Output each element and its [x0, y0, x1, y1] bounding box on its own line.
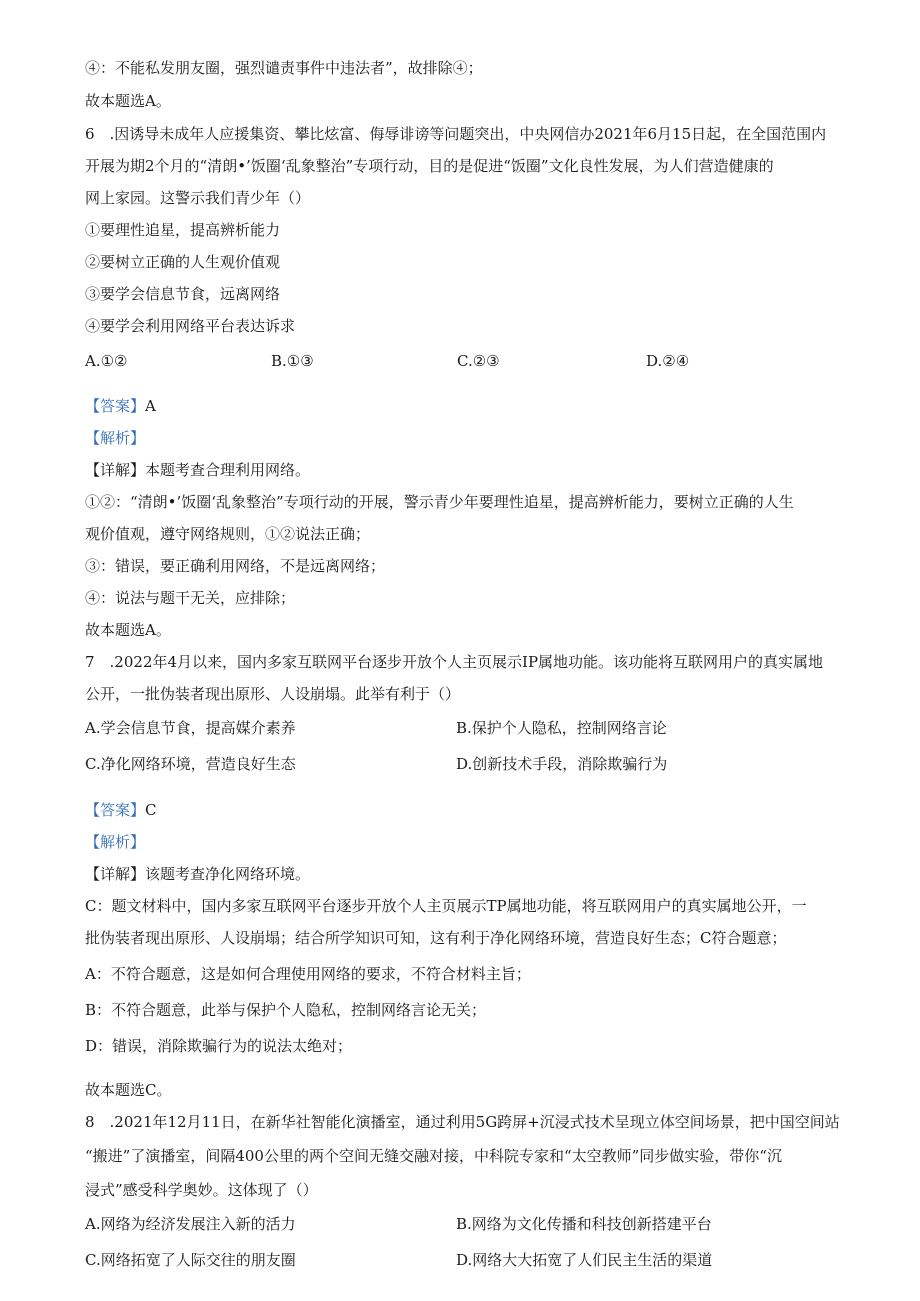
text-line: ④：说法与题干无关，应排除； [85, 589, 296, 607]
question-8-stem: 8 .2021年12月11日，在新华社智能化演播室，通过利用5G跨屏+沉浸式技术呈现立体空间场景，把中国空间站 [85, 1113, 840, 1131]
option-b: B.网络为文化传播和科技创新搭建平台 [456, 1215, 712, 1233]
question-6-stem: 网上家园。这警示我们青少年（） [85, 189, 311, 207]
option-a: A.学会信息节食，提高媒介素养 [85, 719, 296, 737]
answer-line [85, 800, 157, 820]
statement-item: ②要树立正确的人生观价值观 [85, 253, 281, 271]
question-6-stem: 6 .因诱导未成年人应援集资、攀比炫富、侮辱诽谤等问题突出，中央网信办2021年6月15日起，在全国范围内 [85, 125, 827, 143]
question-7-stem: 公开，一批伪装者现出原形、人设崩塌。此举有利于（） [85, 685, 461, 703]
option-d: D.创新技术手段，消除欺骗行为 [456, 755, 668, 773]
option-a: A.①② [85, 352, 128, 370]
detail-tag: 【详解】 [85, 865, 146, 883]
detail-line [85, 460, 310, 480]
option-c: C.②③ [457, 352, 500, 370]
answer-value: C [145, 801, 157, 819]
analysis-tag: 【解析】 [85, 833, 146, 851]
question-8-stem: “搬进”了演播室，间隔400公里的两个空间无缝交融对接，中科院专家和“太空教师”同步做实验，带你“沉 [85, 1147, 782, 1165]
detail-line [85, 864, 310, 884]
answer-tag: 【答案】 [85, 801, 146, 819]
option-b: B.保护个人隐私，控制网络言论 [456, 719, 667, 737]
answer-line [85, 396, 156, 416]
question-8-stem: 浸式”感受科学奥妙。这体现了（） [85, 1181, 318, 1199]
text-line: ①②：“清朗•’饭圈‘乱象整治”专项行动的开展，警示青少年要理性追星，提高辨析能力，要树立正确的人生 [85, 493, 794, 511]
text-line: A：不符合题意，这是如何合理使用网络的要求，不符合材料主旨； [85, 965, 531, 983]
text-line: 故本题选A。 [85, 621, 171, 639]
option-c: C.净化网络环境，营造良好生态 [85, 755, 296, 773]
option-d: D.②④ [646, 352, 690, 370]
statement-item: ④要学会利用网络平台表达诉求 [85, 317, 296, 335]
detail-text: 该题考查净化网络环境。 [145, 865, 311, 883]
text-line: 观价值观，遵守网络规则，①②说法正确； [85, 525, 371, 543]
analysis-tag: 【解析】 [85, 429, 146, 447]
answer-value: A [145, 397, 156, 415]
option-c: C.网络拓宽了人际交往的朋友圈 [85, 1251, 296, 1269]
answer-tag: 【答案】 [85, 397, 146, 415]
text-line: 故本题选C。 [85, 1081, 172, 1099]
text-line: ④：不能私发朋友圈，强烈谴责事件中违法者”，故排除④； [85, 59, 483, 77]
text-line: ③：错误，要正确利用网络，不是远离网络； [85, 557, 386, 575]
question-7-stem: 7 .2022年4月以来，国内多家互联网平台逐步开放个人主页展示IP属地功能。该功能将互联网用户的真实属地 [85, 653, 824, 671]
statement-item: ③要学会信息节食，远离网络 [85, 285, 281, 303]
detail-text: 本题考查合理利用网络。 [145, 461, 311, 479]
option-d: D.网络大大拓宽了人们民主生活的渠道 [456, 1251, 713, 1269]
statement-item: ①要理性追星，提高辨析能力 [85, 221, 281, 239]
text-line: C：题文材料中，国内多家互联网平台逐步开放个人主页展示TP属地功能，将互联网用户的真实属地公开，一 [85, 897, 807, 915]
detail-tag: 【详解】 [85, 461, 146, 479]
question-6-stem: 开展为期2个月的“清朗•’饭圈‘乱象整治”专项行动，目的是促进“饭圈”文化良性发展，为人们营造健康的 [85, 157, 774, 175]
text-line: 批伪装者现出原形、人设崩塌；结合所学知识可知，这有利于净化网络环境，营造良好生态；C符合题意； [85, 929, 787, 947]
option-b: B.①③ [271, 352, 314, 370]
text-line: 故本题选A。 [85, 92, 171, 110]
text-line: D：错误，消除欺骗行为的说法太绝对； [85, 1037, 353, 1055]
text-line: B：不符合题意，此举与保护个人隐私，控制网络言论无关； [85, 1001, 487, 1019]
option-a: A.网络为经济发展注入新的活力 [85, 1215, 296, 1233]
